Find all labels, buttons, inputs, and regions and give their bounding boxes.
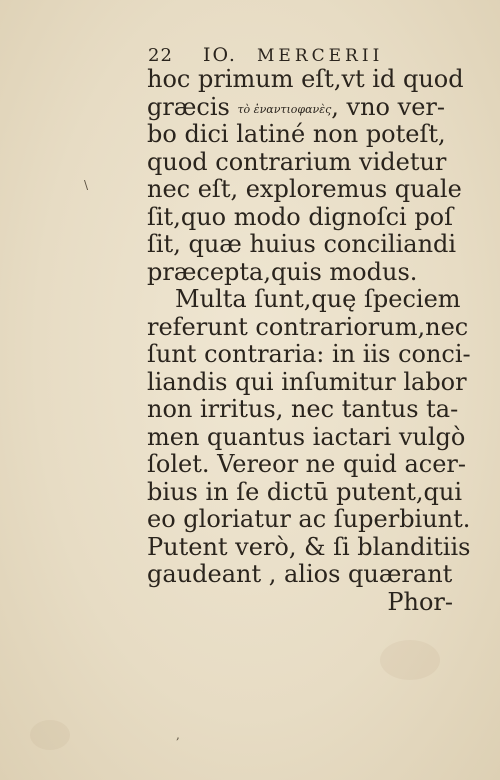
- line-text: Phor-: [387, 587, 453, 616]
- line-text: hoc primum eſt,vt id quod: [147, 65, 464, 93]
- text-line: [147, 204, 467, 232]
- line-text: Multa ſunt,quę ſpeciem: [175, 285, 461, 313]
- text-line: [147, 286, 467, 314]
- line-text: gaudeant , alios quærant: [147, 560, 453, 588]
- author-prefix: IO.: [202, 44, 237, 66]
- text-line: [147, 396, 467, 424]
- text-line: [147, 479, 467, 507]
- margin-mark: \: [84, 178, 89, 192]
- margin-mark: ,: [176, 728, 180, 742]
- line-text-continued: , vno ver-: [331, 92, 445, 121]
- text-line: [147, 532, 471, 562]
- text-line: [147, 340, 471, 369]
- running-title: MERCERII: [257, 46, 384, 66]
- line-text: ſunt contraria: in iis conci-: [147, 340, 471, 368]
- paper-stain: [380, 640, 440, 680]
- line-text: liandis qui inſumitur labor: [147, 367, 467, 396]
- text-line: [147, 149, 467, 177]
- paper-stain: [30, 720, 70, 750]
- text-line: [147, 561, 467, 589]
- text-line: [147, 231, 467, 259]
- text-line: [147, 451, 467, 479]
- line-text: men quantus iactari vulgò: [147, 422, 466, 451]
- text-line: [147, 589, 467, 617]
- line-text: Putent verò, & ſi blanditiis: [147, 532, 471, 561]
- line-text: ſit, quæ huius conciliandi: [147, 230, 457, 258]
- line-text: nec eſt, exploremus quale: [147, 175, 462, 203]
- text-line: [147, 314, 467, 342]
- line-text: ſolet. Vereor ne quid acer-: [147, 450, 466, 478]
- body-text: [147, 65, 471, 616]
- line-text: non irritus, nec tantus ta-: [147, 395, 459, 423]
- text-line: [147, 369, 467, 397]
- text-line: [147, 94, 467, 122]
- page-number: 22: [148, 45, 173, 66]
- line-text: græcis: [147, 92, 238, 121]
- line-text: referunt contrariorum,nec: [147, 312, 469, 341]
- text-line: [147, 176, 467, 204]
- text-line: [147, 424, 467, 452]
- text-line: [147, 505, 471, 534]
- text-line: [147, 121, 467, 149]
- greek-phrase: τὸ ἐναντιοφανὲς: [237, 102, 332, 116]
- line-text: bo dici latiné non poteſt,: [147, 120, 446, 148]
- line-text: præcepta,quis modus.: [147, 257, 418, 286]
- line-text: eo gloriatur ac ſuperbiunt.: [147, 505, 471, 533]
- line-text: bius in ſe dictū putent,qui: [147, 477, 463, 506]
- line-text: ſit,quo modo dignoſci poſ: [147, 202, 454, 231]
- text-line: [147, 66, 467, 94]
- text-line: [147, 259, 467, 287]
- line-text: quod contrarium videtur: [147, 147, 447, 176]
